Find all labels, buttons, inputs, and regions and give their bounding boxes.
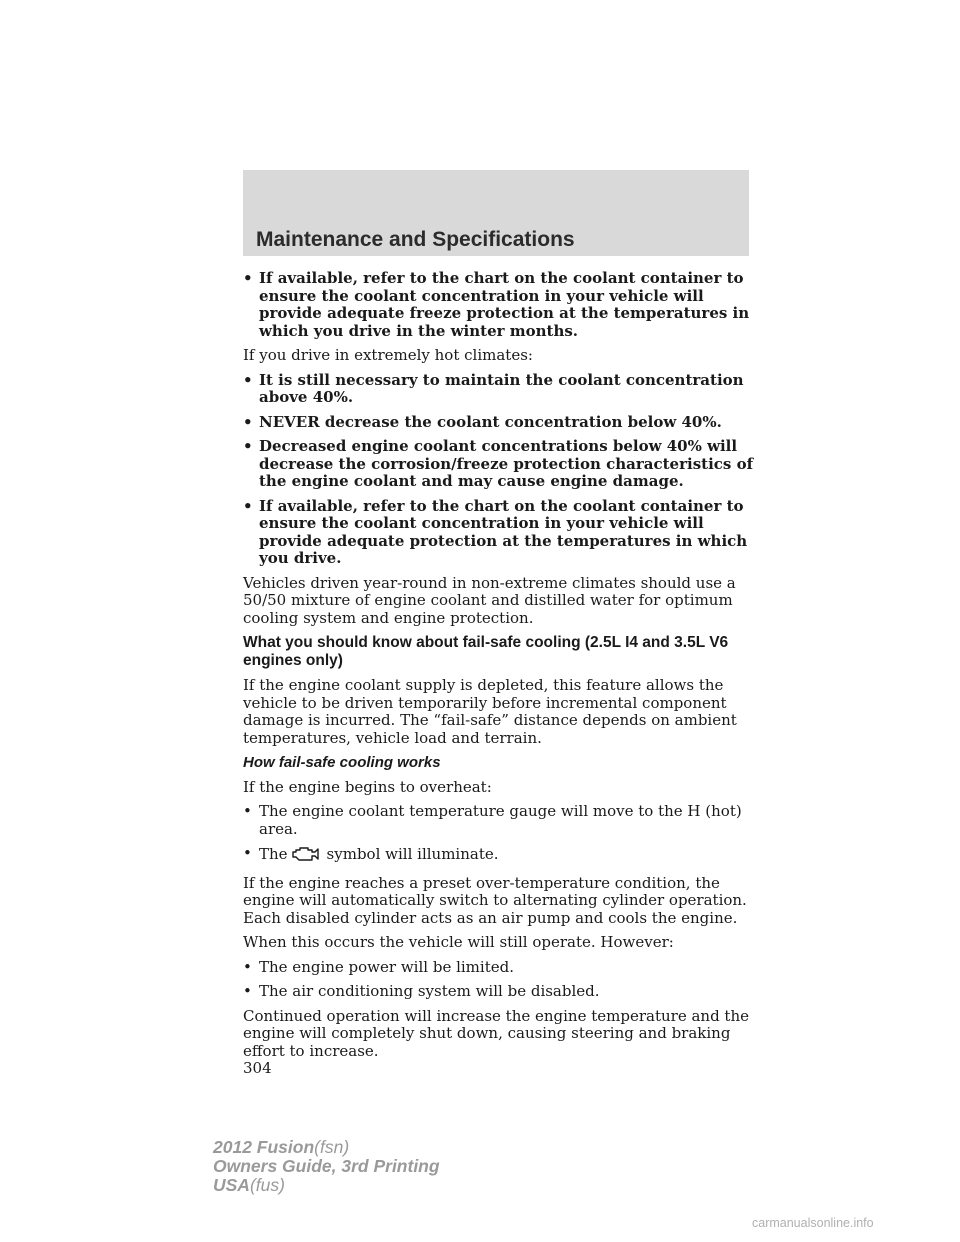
how-it-works-heading: How fail-safe cooling works (243, 754, 441, 771)
bullet-text: NEVER decrease the coolant concentration below 40%. (259, 412, 722, 431)
bullet-text: If available, refer to the chart on the coolant container to ensure the coolant concentration in your vehicle will provide adequate protection at the temperatures in which you drive. (259, 496, 748, 567)
continued-paragraph: Continued operation will increase the engine temperature and the engine will completely shut down, causing steering and braking effort to increase. (243, 1006, 750, 1060)
watermark: carmanualsonline.info (752, 1216, 874, 1230)
occurs-intro: When this occurs the vehicle will still operate. However: (243, 933, 674, 951)
bullet-item: • It is still necessary to maintain the coolant concentration above 40%. (243, 370, 744, 406)
failsafe-heading: What you should know about fail-safe cooling (2.5L I4 and 3.5L V6 engines only) (243, 634, 729, 669)
preset-paragraph: If the engine reaches a preset over-temperature condition, the engine will automatically switch to alternating cylinder operation. Each disabled cylinder acts as an air pump and cools the engine. (243, 873, 747, 927)
bullet-item: • The engine power will be limited. (243, 957, 514, 976)
footer-market: USA (213, 1175, 250, 1195)
footer-model-code: (fsn) (314, 1137, 350, 1157)
bullet-text: Decreased engine coolant concentrations below 40% will decrease the corrosion/freeze protection characteristics of the engine coolant and may cause engine damage. (259, 437, 754, 490)
footer-market-code: (fus) (249, 1175, 285, 1195)
bullet-text: The engine power will be limited. (259, 957, 514, 976)
document-footer (213, 1138, 440, 1195)
page-number: 304 (243, 1059, 272, 1077)
bullet-text-suffix: symbol will illuminate. (326, 845, 499, 863)
bullet-item: • The air conditioning system will be disabled. (243, 982, 600, 1000)
bullet-text-prefix: The (259, 845, 288, 863)
failsafe-paragraph: If the engine coolant supply is depleted, this feature allows the vehicle to be driven temporarily before incremental component damage is incurred. The “fail-safe” distance depends on ambient temperatures, vehicle load and terrain. (243, 676, 737, 747)
page-content (243, 270, 763, 1078)
bullet-item: • The engine coolant temperature gauge will move to the H (hot) area. (243, 802, 742, 838)
bullet-item: • If available, refer to the chart on the coolant container to ensure the coolant concentration in your vehicle will provide adequate freeze protection at the temperatures in which you drive in the winter months. (243, 269, 750, 340)
footer-model: 2012 Fusion (213, 1137, 315, 1157)
overheat-intro: If the engine begins to overheat: (243, 777, 492, 796)
check-engine-icon (291, 845, 321, 868)
year-round-paragraph: Vehicles driven year-round in non-extreme climates should use a 50/50 mixture of engine coolant and distilled water for optimum cooling system and engine protection. (243, 573, 736, 627)
bullet-item: • If available, refer to the chart on the coolant container to ensure the coolant concentration in your vehicle will provide adequate protection at the temperatures in which you drive. (243, 496, 748, 567)
bullet-text: If available, refer to the chart on the coolant container to ensure the coolant concentration in your vehicle will provide adequate freeze protection at the temperatures in which you drive in the winter months. (259, 269, 750, 340)
bullet-text: It is still necessary to maintain the coolant concentration above 40%. (259, 370, 744, 406)
bullet-item: • The symbol will illuminate. (243, 845, 763, 868)
hot-climates-intro: If you drive in extremely hot climates: (243, 346, 533, 364)
bullet-item: • Decreased engine coolant concentrations below 40% will decrease the corrosion/freeze protection characteristics of the engine coolant and may cause engine damage. (243, 437, 754, 490)
bullet-text: The air conditioning system will be disabled. (259, 982, 600, 1000)
bullet-item: • NEVER decrease the coolant concentration below 40%. (243, 412, 722, 431)
section-title: Maintenance and Specifications (256, 228, 575, 251)
bullet-text: The engine coolant temperature gauge will move to the H (hot) area. (259, 802, 742, 838)
footer-guide: Owners Guide, 3rd Printing (213, 1156, 440, 1176)
